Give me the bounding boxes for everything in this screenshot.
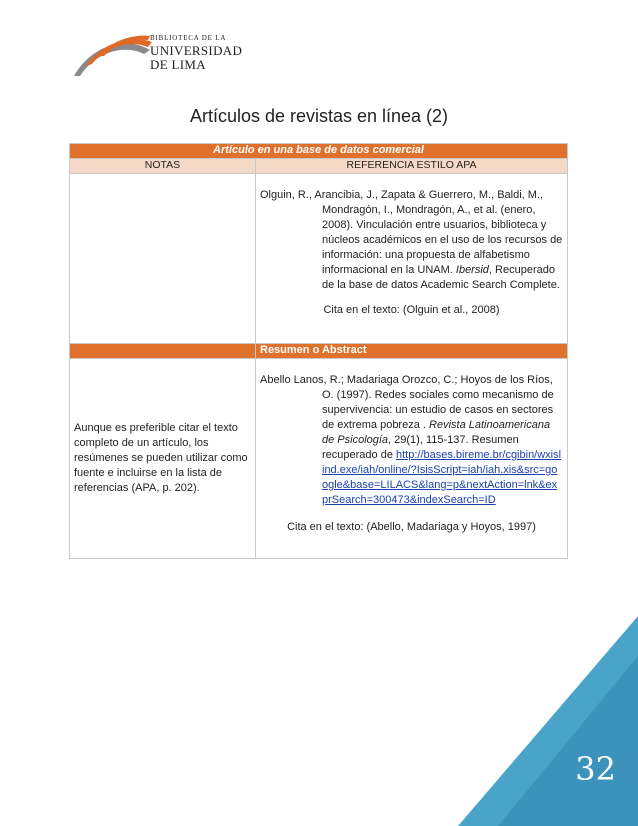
page-number: 32 bbox=[575, 750, 616, 788]
section-2-header: Resumen o Abstract bbox=[256, 344, 568, 359]
in-text-citation-2: Cita en el texto: (Abello, Madariaga y Hoyos, 1997) bbox=[287, 521, 536, 533]
column-header-notes: NOTAS bbox=[70, 159, 256, 174]
notes-cell-empty bbox=[70, 174, 256, 344]
section-header-row bbox=[70, 344, 568, 359]
reference-entry-2 bbox=[260, 373, 563, 508]
table-row bbox=[70, 174, 568, 344]
reference-1-rest: , Recuperado de la base de datos Academic Search Complete. bbox=[322, 264, 560, 291]
reference-1-text: Olguin, R., Arancibia, J., Zapata & Guerrero, M., Baldi, M., Mondragón, I., Mondragón, A., et al. (enero, 2008). Vinculación entre usuarios, biblioteca y núcleos académicos en el uso de los recursos de información: una propuesta de alfabetismo informacional en la UNAM. bbox=[260, 189, 563, 276]
section-header-row bbox=[70, 144, 568, 159]
table-row bbox=[70, 359, 568, 559]
reference-cell bbox=[256, 174, 568, 344]
logo-line-3: DE LIMA bbox=[150, 57, 206, 72]
reference-cell bbox=[256, 359, 568, 559]
reference-2-journal: Revista Latinoamericana de Psicología bbox=[322, 419, 551, 446]
section-2-blank bbox=[70, 344, 256, 359]
reference-2-text: Abello Lanos, R.; Madariaga Orozco, C.; Hoyos de los Ríos, O. (1997). Redes sociales como mecanismo de supervivencia: un estudio de casos en sectores de extrema pobreza . bbox=[260, 374, 554, 431]
notes-cell: Aunque es preferible citar el texto completo de un artículo, los resúmenes se pueden utilizar como fuente e incluirse en la lista de referencias (APA, p. 202). bbox=[70, 359, 256, 559]
section-1-header: Artículo en una base de datos comercial bbox=[70, 144, 568, 159]
logo-line-1: BIBLIOTECA DE LA bbox=[150, 34, 227, 42]
reference-entry-1 bbox=[260, 188, 563, 293]
logo-line-2: UNIVERSIDAD bbox=[150, 43, 243, 58]
in-text-citation-1: Cita en el texto: (Olguin et al., 2008) bbox=[323, 304, 500, 316]
logo-text bbox=[150, 35, 242, 71]
corner-decoration bbox=[458, 616, 638, 826]
page-title: Artículos de revistas en línea (2) bbox=[189, 106, 449, 126]
reference-table bbox=[69, 143, 568, 559]
reference-2-rest: , 29(1), 115-137. Resumen recuperado de bbox=[322, 434, 519, 461]
column-header-row bbox=[70, 159, 568, 174]
reference-2-link[interactable]: http://bases.bireme.br/cgibin/wxislind.exe/iah/online/?IsisScript=iah/iah.xis&src=google&base=LILACS&lang=p&nextAction=lnk&exprSearch=300473&indexSearch=ID bbox=[322, 449, 562, 506]
reference-1-journal: Ibersid bbox=[455, 264, 489, 276]
column-header-reference: REFERENCIA ESTILO APA bbox=[256, 159, 568, 174]
